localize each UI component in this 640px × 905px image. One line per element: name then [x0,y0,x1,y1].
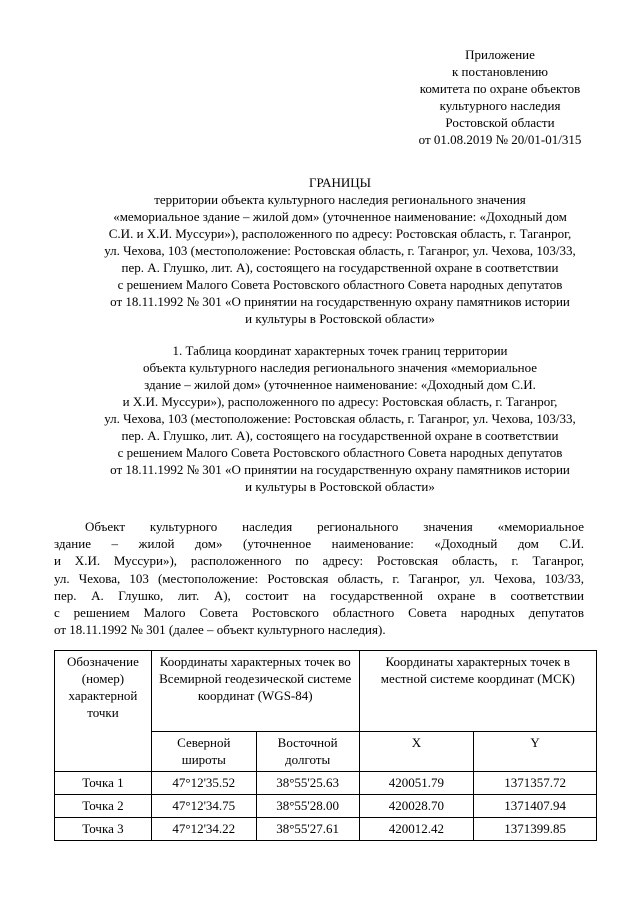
appendix-line: Ростовской области [445,115,555,130]
section-line: объекта культурного наследия регионального значения «мемориальное [142,360,538,375]
paragraph-line: с решением Малого Совета Ростовского областного Совета народных депутатов [54,605,584,621]
title-line: с решением Малого Совета Ростовского областного Совета народных депутатов [117,277,563,292]
section-heading [50,342,630,495]
cell-east: 38°55'28.00 [256,795,359,818]
title-line: С.И. и Х.И. Муссури»), расположенного по адресу: Ростовская область, г. Таганрог, [108,226,572,241]
header-north: Северной широты [151,732,256,772]
appendix-line: культурного наследия [439,98,561,113]
section-line: здание – жилой дом» (уточненное наименование: «Доходный дом С.И. [144,377,536,392]
paragraph-line: пер. А. Глушко, лит. А), состоит на государственной охране в соответствии [54,587,584,603]
cell-north: 47°12'35.52 [151,772,256,795]
appendix-line: комитета по охране объектов [419,81,581,96]
paragraph-line: от 18.11.1992 № 301 (далее – объект культурного наследия). [54,622,386,638]
cell-east: 38°55'25.63 [256,772,359,795]
header-point: Обозначение (номер) характерной точки [55,651,152,772]
section-line: пер. А. Глушко, лит. А), состоящего на государственной охране в соответствии [121,428,559,443]
paragraph-line: Объект культурного наследия регионального значения «мемориальное [85,519,584,534]
section-line: 1. Таблица координат характерных точек границ территории [172,343,508,358]
paragraph-line: ул. Чехова, 103 (местоположение: Ростовская область, г. Таганрог, ул. Чехова, 103/33, [54,570,584,586]
appendix-line: Приложение [465,47,535,62]
body-paragraph [54,518,584,638]
appendix-block [400,46,600,148]
cell-x: 420051.79 [359,772,474,795]
header-y: Y [474,732,597,772]
cell-point: Точка 2 [55,795,152,818]
title-line: и культуры в Ростовской области» [245,311,435,326]
coordinates-table [54,650,597,841]
appendix-line: к постановлению [451,64,549,79]
table-header-row [55,651,597,732]
section-line: и культуры в Ростовской области» [245,479,435,494]
cell-north: 47°12'34.75 [151,795,256,818]
title-line: пер. А. Глушко, лит. А), состоящего на государственной охране в соответствии [121,260,559,275]
header-east: Восточной долготы [256,732,359,772]
appendix-line: от 01.08.2019 № 20/01-01/315 [418,132,582,147]
header-x: X [359,732,474,772]
cell-x: 420028.70 [359,795,474,818]
cell-x: 420012.42 [359,818,474,841]
table-row [55,795,597,818]
cell-y: 1371407.94 [474,795,597,818]
cell-point: Точка 3 [55,818,152,841]
paragraph-line: здание – жилой дом» (уточненное наименование: «Доходный дом С.И. [54,536,584,552]
section-line: ул. Чехова, 103 (местоположение: Ростовская область, г. Таганрог, ул. Чехова, 103/33, [104,411,576,426]
section-line: и Х.И. Муссури»), расположенного по адресу: Ростовская область, г. Таганрог, [122,394,558,409]
title-line: территории объекта культурного наследия регионального значения [154,192,526,207]
section-line: от 18.11.1992 № 301 «О принятии на государственную охрану памятников истории [110,462,570,477]
header-msk: Координаты характерных точек в местной системе координат (МСК) [359,651,596,732]
table-row [55,818,597,841]
title-line: «мемориальное здание – жилой дом» (уточненное наименование: «Доходный дом [113,209,567,224]
document-title [50,174,630,327]
cell-east: 38°55'27.61 [256,818,359,841]
table-row [55,772,597,795]
header-wgs: Координаты характерных точек во Всемирной геодезической системе координат (WGS-84) [151,651,359,732]
cell-y: 1371399.85 [474,818,597,841]
cell-point: Точка 1 [55,772,152,795]
section-line: с решением Малого Совета Ростовского областного Совета народных депутатов [117,445,563,460]
cell-y: 1371357.72 [474,772,597,795]
title-heading: ГРАНИЦЫ [309,175,371,190]
paragraph-line: и Х.И. Муссури»), расположенного по адресу: Ростовская область, г. Таганрог, [54,553,584,569]
title-line: от 18.11.1992 № 301 «О принятии на государственную охрану памятников истории [110,294,570,309]
title-line: ул. Чехова, 103 (местоположение: Ростовская область, г. Таганрог, ул. Чехова, 103/33, [104,243,576,258]
cell-north: 47°12'34.22 [151,818,256,841]
